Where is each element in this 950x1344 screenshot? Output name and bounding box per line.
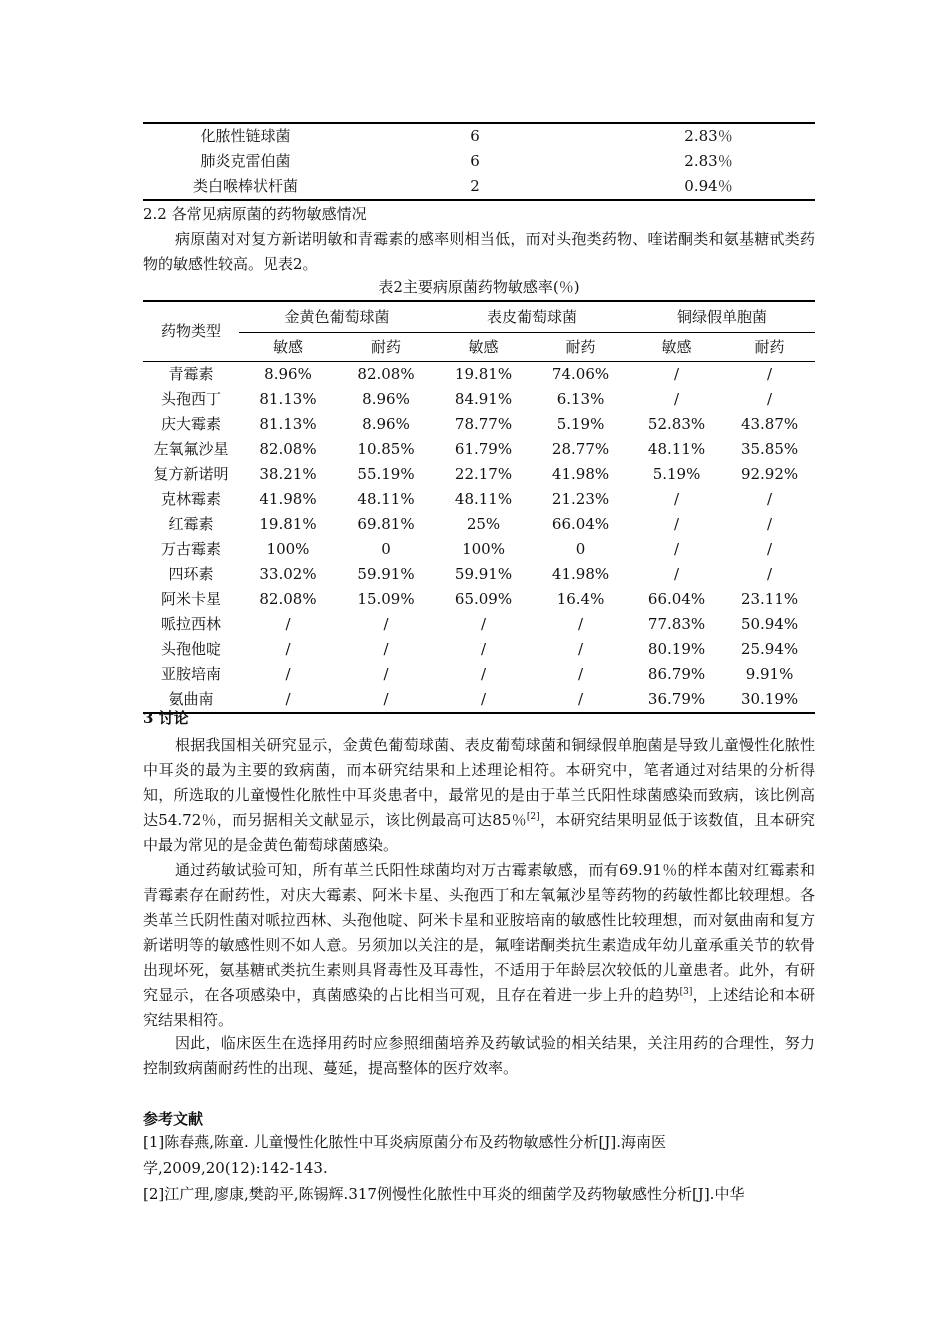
drug-row [143, 462, 815, 487]
p-aeruginosa-resistant-cell: / [767, 365, 773, 383]
drug-row [143, 687, 815, 713]
s-epidermidis-sensitive-cell: 22.17% [454, 465, 513, 483]
s-epidermidis-sensitive-cell: 84.91% [454, 390, 513, 408]
pathogen-rate-cell: 2.83％ [684, 127, 733, 145]
drug-name-cell: 万古霉素 [160, 540, 221, 558]
discussion-p2-text-a: 通过药敏试验可知，所有革兰氏阳性球菌均对万古霉素敏感，而有69.91％的样本菌对红霉素和青霉素存在耐药性，对庆大霉素、阿米卡星、头孢西丁和左氧氟沙星等药物的药敏性都比较理想。各类革兰氏阴性菌对哌拉西林、头孢他啶、阿米卡星和亚胺培南的敏感性比较理想，而对氨曲南和复方新诺明等的敏感性则不如人意。另须加以关注的是，氟喹诺酮类抗生素造成年幼儿童承重关节的软骨出现坏死，氨基糖甙类抗生素则具肾毒性及耳毒性，不适用于年龄层次较低的儿童患者。此外，有研究显示，在各项感染中，真菌感染的占比相当可观，且存在着进一步上升的趋势 [143, 861, 815, 1004]
p-aeruginosa-resistant-cell: / [767, 390, 773, 408]
drug-name-cell: 头孢西丁 [160, 390, 221, 408]
discussion-paragraph-2 [143, 858, 815, 1033]
subheader-resistant: 耐药 [532, 333, 629, 362]
drug-row [143, 612, 815, 637]
drug-row [143, 437, 815, 462]
pathogen-rate-cell: 2.83％ [684, 152, 733, 170]
drug-row [143, 412, 815, 437]
drug-sensitivity-table [143, 300, 815, 714]
p-aeruginosa-resistant-cell: 43.87% [740, 415, 799, 433]
p-aeruginosa-sensitive-cell: 48.11% [647, 440, 706, 458]
s-epidermidis-sensitive-cell: 59.91% [454, 565, 513, 583]
p-aeruginosa-sensitive-cell: 52.83% [647, 415, 706, 433]
p-aeruginosa-sensitive-cell: / [674, 540, 680, 558]
drug-name-cell: 克林霉素 [160, 490, 221, 508]
group-header-s-aureus: 金黄色葡萄球菌 [239, 301, 435, 333]
s-aureus-sensitive-cell: 82.08% [259, 590, 317, 608]
p-aeruginosa-resistant-cell: 9.91% [745, 665, 794, 683]
s-epidermidis-resistant-cell: 41.98% [551, 565, 610, 583]
s-epidermidis-resistant-cell: 74.06% [551, 365, 610, 383]
s-aureus-sensitive-cell: 100% [266, 540, 310, 558]
p-aeruginosa-sensitive-cell: / [674, 365, 680, 383]
subheader-resistant: 耐药 [724, 333, 815, 362]
s-epidermidis-resistant-cell: 0 [575, 540, 586, 558]
pathogen-rate-cell: 0.94％ [684, 177, 733, 195]
subheader-sensitive: 敏感 [435, 333, 532, 362]
drug-name-cell: 哌拉西林 [160, 615, 221, 633]
s-aureus-resistant-cell: / [383, 690, 389, 708]
s-epidermidis-resistant-cell: 5.19% [556, 415, 605, 433]
p-aeruginosa-sensitive-cell: 80.19% [647, 640, 706, 658]
drug-row [143, 587, 815, 612]
p-aeruginosa-resistant-cell: 35.85% [740, 440, 799, 458]
s-aureus-resistant-cell: 8.96% [362, 390, 410, 408]
citation-ref-3: [3] [679, 987, 693, 997]
s-aureus-resistant-cell: / [383, 615, 389, 633]
discussion-p1-text-a: 根据我国相关研究显示，金黄色葡萄球菌、表皮葡萄球菌和铜绿假单胞菌是导致儿童慢性化脓性中耳炎的最为主要的致病菌，而本研究结果和上述理论相符。本研究中，笔者通过对结果的分析得知，所选取的儿童慢性化脓性中耳炎患者中，最常见的是由于革兰氏阳性球菌感染而致病，该比例高达54.72％，而另据相关文献显示，该比例最高可达85％ [143, 736, 815, 829]
s-aureus-resistant-cell: 48.11% [357, 490, 415, 508]
s-aureus-sensitive-cell: 8.96% [264, 365, 312, 383]
s-epidermidis-resistant-cell: / [577, 690, 584, 708]
s-aureus-resistant-cell: 69.81% [357, 515, 415, 533]
drug-row [143, 637, 815, 662]
discussion-p1-text-b: ，本研究结果明显低于该数值，且本研究中最为常见的是金黄色葡萄球菌感染。 [143, 811, 816, 854]
s-aureus-sensitive-cell: 19.81% [259, 515, 317, 533]
drug-name-cell: 亚胺培南 [160, 665, 221, 683]
reference-2-line-1: [2]江广理,廖康,樊韵平,陈锡辉.317例慢性化脓性中耳炎的细菌学及药物敏感性分析[J].中华 [143, 1185, 745, 1203]
s-aureus-sensitive-cell: 82.08% [259, 440, 317, 458]
subheader-sensitive: 敏感 [239, 333, 337, 362]
s-aureus-sensitive-cell: 81.13% [259, 415, 317, 433]
drug-name-cell: 左氧氟沙星 [153, 440, 229, 458]
s-epidermidis-sensitive-cell: / [480, 690, 487, 708]
s-epidermidis-resistant-cell: / [577, 615, 584, 633]
s-aureus-resistant-cell: 0 [381, 540, 391, 558]
s-aureus-resistant-cell: 55.19% [357, 465, 415, 483]
s-aureus-resistant-cell: 59.91% [357, 565, 415, 583]
p-aeruginosa-sensitive-cell: / [674, 565, 680, 583]
drug-row [143, 537, 815, 562]
drug-name-cell: 阿米卡星 [160, 590, 221, 608]
references-heading: 参考文献 [143, 1110, 204, 1128]
s-epidermidis-resistant-cell: 66.04% [551, 515, 610, 533]
p-aeruginosa-sensitive-cell: 86.79% [647, 665, 706, 683]
drug-row [143, 387, 815, 412]
drug-name-cell: 红霉素 [168, 515, 214, 533]
pathogen-name-cell: 类白喉棒状杆菌 [192, 177, 298, 195]
s-aureus-sensitive-cell: 41.98% [259, 490, 317, 508]
p-aeruginosa-resistant-cell: 50.94% [740, 615, 799, 633]
pathogen-table-row [143, 174, 815, 200]
drug-name-cell: 头孢他啶 [160, 640, 221, 658]
pathogen-table-row [143, 149, 815, 174]
s-epidermidis-sensitive-cell: / [480, 665, 487, 683]
s-aureus-resistant-cell: 82.08% [357, 365, 415, 383]
drug-name-cell: 青霉素 [168, 365, 214, 383]
s-epidermidis-sensitive-cell: 25% [466, 515, 501, 533]
pathogen-count-cell: 2 [470, 177, 480, 195]
p-aeruginosa-sensitive-cell: / [674, 390, 680, 408]
drug-name-cell: 复方新诺明 [153, 465, 229, 483]
s-aureus-resistant-cell: 8.96% [362, 415, 410, 433]
group-header-p-aeruginosa: 铜绿假单胞菌 [629, 301, 815, 333]
drug-name-cell: 氨曲南 [168, 690, 214, 708]
p-aeruginosa-resistant-cell: / [767, 515, 773, 533]
pathogen-count-cell: 6 [470, 127, 480, 145]
drug-type-header: 药物类型 [143, 301, 239, 362]
discussion-paragraph-1 [143, 733, 815, 858]
pathogen-name-cell: 肺炎克雷伯菌 [200, 152, 291, 170]
p-aeruginosa-resistant-cell: / [767, 540, 773, 558]
p-aeruginosa-sensitive-cell: / [674, 490, 680, 508]
pathogen-table-continuation [143, 122, 815, 201]
drug-row [143, 362, 815, 388]
s-epidermidis-resistant-cell: 41.98% [551, 465, 610, 483]
p-aeruginosa-resistant-cell: 25.94% [740, 640, 799, 658]
s-aureus-resistant-cell: 15.09% [357, 590, 415, 608]
p-aeruginosa-resistant-cell: 30.19% [740, 690, 799, 708]
s-aureus-sensitive-cell: / [285, 690, 291, 708]
s-aureus-sensitive-cell: 33.02% [259, 565, 317, 583]
section-heading-2-2: 2.2 各常见病原菌的药物敏感情况 [143, 205, 367, 223]
p-aeruginosa-sensitive-cell: / [674, 515, 680, 533]
section-heading-discussion: 3 讨论 [143, 709, 189, 727]
reference-1-line-2: 学,2009,20(12):142-143. [143, 1159, 328, 1177]
s-epidermidis-sensitive-cell: 19.81% [454, 365, 513, 383]
s-aureus-sensitive-cell: / [285, 665, 291, 683]
s-epidermidis-resistant-cell: 21.23% [551, 490, 610, 508]
subheader-resistant: 耐药 [337, 333, 435, 362]
group-header-s-epidermidis: 表皮葡萄球菌 [435, 301, 629, 333]
s-aureus-sensitive-cell: 81.13% [259, 390, 317, 408]
s-aureus-resistant-cell: / [383, 640, 389, 658]
subheader-sensitive: 敏感 [629, 333, 724, 362]
discussion-paragraph-3: 因此，临床医生在选择用药时应参照细菌培养及药敏试验的相关结果，关注用药的合理性，努力控制致病菌耐药性的出现、蔓延，提高整体的医疗效率。 [143, 1034, 815, 1077]
s-epidermidis-sensitive-cell: 61.79% [454, 440, 513, 458]
discussion-p2-text-b: ，上述结论和本研究结果相符。 [143, 986, 815, 1029]
drug-row [143, 562, 815, 587]
citation-ref-2: [2] [526, 812, 540, 822]
p-aeruginosa-sensitive-cell: 66.04% [647, 590, 706, 608]
drug-name-cell: 庆大霉素 [160, 415, 221, 433]
s-epidermidis-sensitive-cell: 78.77% [454, 415, 513, 433]
s-aureus-resistant-cell: 10.85% [357, 440, 415, 458]
pathogen-count-cell: 6 [470, 152, 480, 170]
s-epidermidis-resistant-cell: 16.4% [556, 590, 605, 608]
p-aeruginosa-resistant-cell: / [767, 565, 773, 583]
drug-row [143, 512, 815, 537]
drug-name-cell: 四环素 [168, 565, 214, 583]
p-aeruginosa-resistant-cell: / [767, 490, 773, 508]
s-epidermidis-sensitive-cell: 48.11% [454, 490, 513, 508]
s-epidermidis-sensitive-cell: / [480, 615, 487, 633]
p-aeruginosa-sensitive-cell: 5.19% [652, 465, 701, 483]
pathogen-name-cell: 化脓性链球菌 [200, 127, 291, 145]
drug-row [143, 662, 815, 687]
p-aeruginosa-resistant-cell: 23.11% [740, 590, 799, 608]
reference-1-line-1: [1]陈春燕,陈童. 儿童慢性化脓性中耳炎病原菌分布及药物敏感性分析[J].海南医 [143, 1133, 667, 1151]
s-aureus-sensitive-cell: / [285, 640, 291, 658]
s-epidermidis-sensitive-cell: 65.09% [454, 590, 513, 608]
p-aeruginosa-sensitive-cell: 77.83% [647, 615, 706, 633]
section-2-2-paragraph: 病原菌对对复方新诺明敏和青霉素的感率则相当低，而对头孢类药物、喹诺酮类和氨基糖甙类药物的敏感性较高。见表2。 [143, 230, 815, 273]
s-epidermidis-resistant-cell: 28.77% [551, 440, 610, 458]
p-aeruginosa-resistant-cell: 92.92% [740, 465, 799, 483]
s-epidermidis-resistant-cell: / [577, 665, 584, 683]
s-epidermidis-sensitive-cell: 100% [462, 540, 505, 558]
s-aureus-sensitive-cell: / [285, 615, 291, 633]
s-epidermidis-sensitive-cell: / [480, 640, 487, 658]
pathogen-table-row [143, 123, 815, 149]
p-aeruginosa-sensitive-cell: 36.79% [647, 690, 706, 708]
drug-row [143, 487, 815, 512]
s-aureus-resistant-cell: / [383, 665, 389, 683]
table2-caption: 表2主要病原菌药物敏感率(％) [378, 278, 580, 296]
s-epidermidis-resistant-cell: / [577, 640, 584, 658]
s-aureus-sensitive-cell: 38.21% [259, 465, 317, 483]
s-epidermidis-resistant-cell: 6.13% [556, 390, 605, 408]
